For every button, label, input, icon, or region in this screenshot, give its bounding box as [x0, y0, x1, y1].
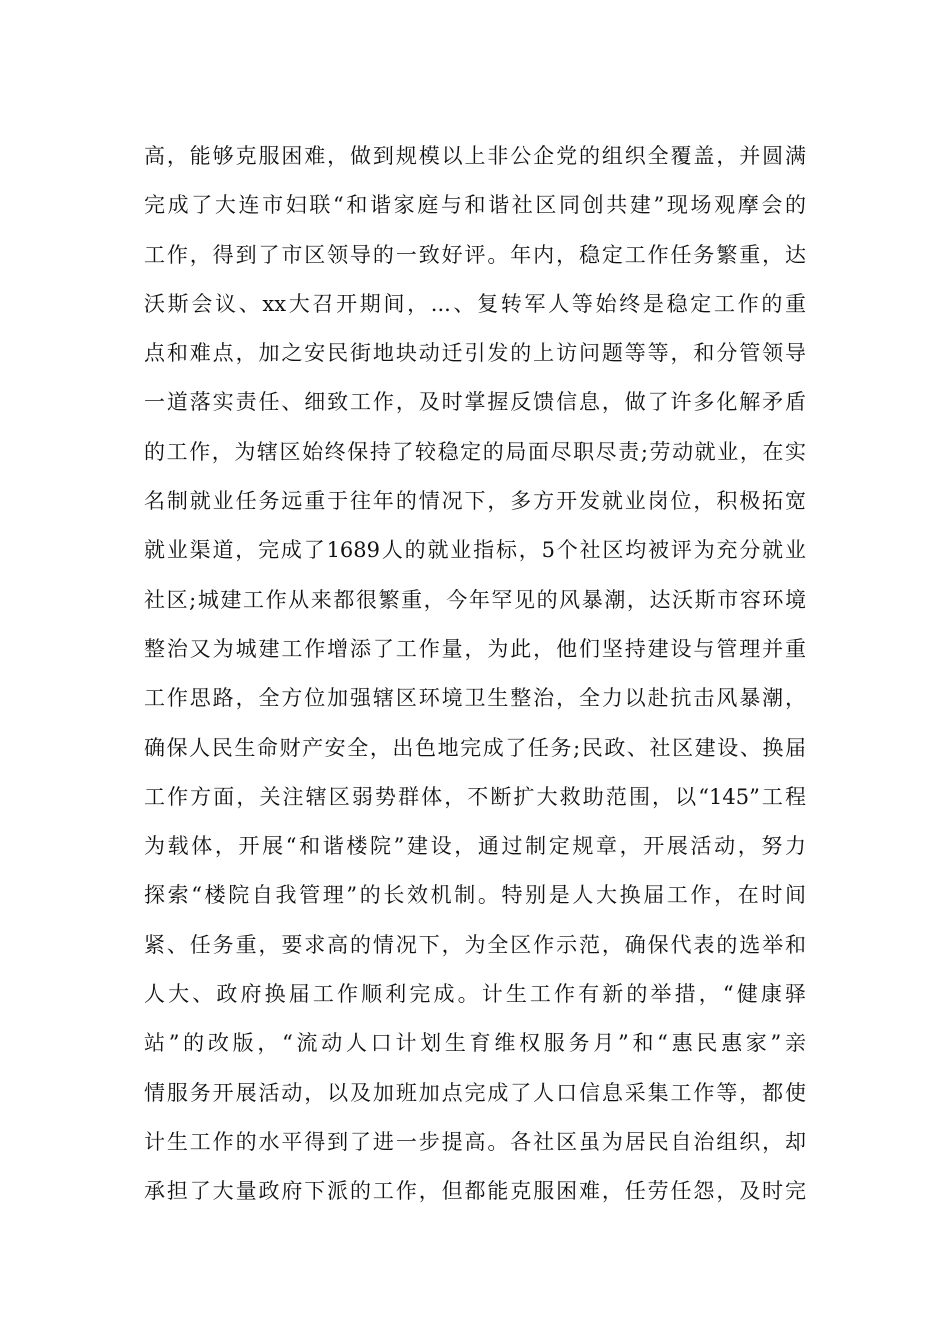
text-line: 社区;城建工作从来都很繁重，今年罕见的风暴潮，达沃斯市容环境: [144, 587, 806, 612]
text-line: 工作思路，全方位加强辖区环境卫生整治，全力以赴抗击风暴潮，: [144, 686, 806, 711]
body-paragraph: [144, 132, 806, 1217]
text-line: 沃斯会议、xx大召开期间，...、复转军人等始终是稳定工作的重: [144, 291, 806, 316]
text-line: 紧、任务重，要求高的情况下，为全区作示范，确保代表的选举和: [144, 932, 806, 957]
text-line: 承担了大量政府下派的工作，但都能克服困难，任劳任怨，及时完: [144, 1179, 806, 1204]
text-line: 一道落实责任、细致工作，及时掌握反馈信息，做了许多化解矛盾: [144, 390, 806, 415]
text-line: 情服务开展活动，以及加班加点完成了人口信息采集工作等，都使: [144, 1080, 806, 1105]
text-line: 确保人民生命财产安全，出色地完成了任务;民政、社区建设、换届: [144, 735, 806, 760]
text-line: 计生工作的水平得到了进一步提高。各社区虽为居民自治组织，却: [144, 1129, 806, 1154]
text-line: 就业渠道，完成了1689人的就业指标，5个社区均被评为充分就业: [144, 538, 806, 563]
text-line: 站”的改版，“流动人口计划生育维权服务月”和“惠民惠家”亲: [144, 1031, 806, 1056]
text-line: 高，能够克服困难，做到规模以上非公企党的组织全覆盖，并圆满: [144, 144, 806, 168]
text-line: 的工作，为辖区始终保持了较稳定的局面尽职尽责;劳动就业，在实: [144, 439, 806, 464]
text-line: 整治又为城建工作增添了工作量，为此，他们坚持建设与管理并重: [144, 636, 806, 661]
text-line: 探索“楼院自我管理”的长效机制。特别是人大换届工作，在时间: [144, 883, 806, 908]
text-line: 名制就业任务远重于往年的情况下，多方开发就业岗位，积极拓宽: [144, 489, 806, 514]
text-line: 点和难点，加之安民街地块动迁引发的上访问题等等，和分管领导: [144, 341, 806, 366]
text-line: 人大、政府换届工作顺利完成。计生工作有新的举措，“健康驿: [144, 982, 806, 1007]
text-line: 为载体，开展“和谐楼院”建设，通过制定规章，开展活动，努力: [144, 834, 806, 859]
text-line: 工作，得到了市区领导的一致好评。年内，稳定工作任务繁重，达: [144, 242, 806, 267]
text-line: 完成了大连市妇联“和谐家庭与和谐社区同创共建”现场观摩会的: [144, 193, 806, 218]
text-line: 工作方面，关注辖区弱势群体，不断扩大救助范围，以“145”工程: [144, 784, 806, 809]
